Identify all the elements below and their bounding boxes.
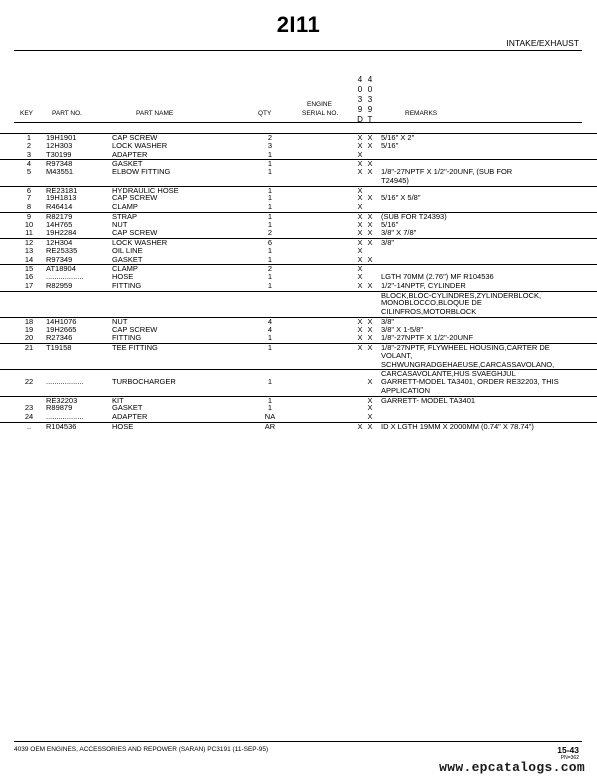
row-qty: 1 — [267, 202, 273, 211]
row-part-name: HOSE — [112, 421, 134, 431]
row-remarks: LGTH 70MM (2.76") MF R104536 — [381, 272, 494, 281]
row-part-name: FITTING — [112, 333, 142, 343]
row-qty: 1 — [267, 395, 273, 405]
table-row — [0, 413, 597, 421]
top-divider — [14, 50, 582, 51]
table-row — [0, 404, 597, 412]
row-qty: 1 — [267, 185, 273, 195]
table-row — [0, 334, 597, 342]
page-title: 2I11 — [276, 12, 321, 37]
table-row — [0, 387, 597, 395]
row-part-name: TEE FITTING — [112, 343, 158, 352]
row-qty: 1 — [267, 403, 273, 413]
row-part-no: 19H2284 — [46, 228, 77, 238]
row-mark-t: X — [367, 395, 373, 405]
row-key: 14 — [24, 254, 34, 264]
header-key: KEY — [20, 110, 34, 117]
table-row — [0, 177, 597, 185]
row-part-no: R97349 — [46, 254, 73, 264]
row-part-name: FITTING — [112, 280, 142, 290]
vertical-char: 4 — [367, 75, 373, 84]
table-row — [0, 256, 597, 264]
row-qty: 1 — [267, 272, 273, 281]
row-remarks: 5/16" X 5/8" — [381, 193, 421, 203]
vertical-column-d — [356, 75, 364, 125]
row-part-no: 19H1901 — [46, 133, 77, 142]
row-qty: 3 — [267, 140, 273, 150]
row-mark-t: X — [367, 133, 373, 142]
row-qty: 6 — [267, 238, 273, 247]
row-mark-d: X — [357, 324, 363, 334]
row-key: 17 — [24, 280, 34, 290]
row-part-name: CLAMP — [112, 202, 138, 211]
row-mark-t: X — [367, 333, 373, 343]
table-row — [0, 168, 597, 176]
row-qty: 4 — [267, 316, 273, 326]
row-mark-t: X — [367, 280, 373, 290]
row-qty: 4 — [267, 324, 273, 334]
row-part-name: KIT — [112, 395, 124, 405]
row-mark-t: X — [367, 159, 373, 169]
row-key: .. — [26, 421, 32, 431]
row-qty: 2 — [267, 264, 273, 274]
row-remarks: 3/8" X 7/8" — [381, 228, 417, 238]
row-mark-d: X — [357, 185, 363, 195]
table-row — [0, 273, 597, 281]
row-mark-t: X — [367, 228, 373, 238]
row-mark-t: X — [367, 403, 373, 413]
row-mark-d: X — [357, 272, 363, 281]
row-qty: 2 — [267, 228, 273, 238]
table-row — [0, 142, 597, 150]
row-key: 16 — [24, 272, 34, 281]
row-qty: NA — [264, 412, 276, 421]
header-divider — [14, 122, 582, 123]
table-row — [0, 151, 597, 159]
row-part-no: .................. — [46, 272, 84, 281]
row-part-no: .................. — [46, 377, 84, 386]
table-row — [0, 326, 597, 334]
header-engine: ENGINE — [307, 101, 332, 108]
row-key: 6 — [26, 185, 32, 195]
row-part-name: CAP SCREW — [112, 133, 158, 142]
row-remarks: 1/8"-27NPTF X 1/2"-20UNF — [381, 333, 474, 343]
row-remarks: 1/8"-27NPTF X 1/2"-20UNF, (SUB FOR — [381, 167, 513, 176]
row-part-no: R97348 — [46, 159, 73, 169]
header-remarks: REMARKS — [405, 110, 438, 117]
row-part-name: ADAPTER — [112, 412, 148, 421]
table-row — [0, 422, 597, 431]
row-remarks: 1/8"-27NPTF, FLYWHEEL HOUSING,CARTER DE — [381, 343, 550, 352]
header-serial-no: SERIAL NO. — [302, 110, 339, 117]
bottom-divider — [14, 741, 582, 742]
row-mark-d: X — [357, 140, 363, 150]
row-part-name: LOCK WASHER — [112, 238, 168, 247]
row-part-name: GASKET — [112, 159, 143, 169]
row-key: 8 — [26, 202, 32, 211]
table-row — [0, 194, 597, 202]
vertical-char: 4 — [357, 75, 363, 84]
row-remarks: APPLICATION — [381, 385, 431, 395]
row-part-no: RE23181 — [46, 185, 78, 195]
row-mark-d: X — [357, 202, 363, 211]
row-qty: 2 — [267, 133, 273, 142]
row-remarks: BLOCK,BLOC-CYLINDRES,ZYLINDERBLOCK, — [381, 290, 542, 300]
row-mark-d: X — [357, 280, 363, 290]
vertical-column-t — [366, 75, 374, 125]
row-key: 1 — [26, 133, 32, 142]
table-row — [0, 352, 597, 360]
row-part-no: R27346 — [46, 333, 73, 343]
row-part-no: 19H2665 — [46, 324, 77, 334]
row-mark-t: X — [367, 219, 373, 229]
row-key: 19 — [24, 324, 34, 334]
row-remarks: 5/16" — [381, 219, 399, 229]
row-part-no: 14H765 — [46, 219, 73, 229]
row-qty: 1 — [267, 333, 273, 343]
row-remarks: 3/8" — [381, 316, 395, 326]
row-remarks: (SUB FOR T24393) — [381, 211, 447, 221]
row-part-no: R46414 — [46, 202, 73, 211]
row-part-no: .................. — [46, 412, 84, 421]
watermark-link[interactable]: www.epcatalogs.com — [439, 760, 585, 775]
row-part-no: R82959 — [46, 280, 73, 290]
row-qty: 1 — [267, 219, 273, 229]
row-mark-t: X — [367, 193, 373, 203]
row-qty: 1 — [267, 254, 273, 264]
page-sub-number: PN=362 — [560, 755, 579, 761]
table-row — [0, 299, 597, 307]
row-remarks: VOLANT, — [381, 350, 413, 360]
header-qty: QTY — [258, 110, 272, 117]
row-qty: 1 — [267, 159, 273, 169]
row-part-no: M43551 — [46, 167, 74, 176]
row-mark-t: X — [367, 324, 373, 334]
row-mark-d: X — [357, 238, 363, 247]
row-key: 22 — [24, 377, 34, 386]
row-mark-d: X — [357, 228, 363, 238]
table-row — [0, 229, 597, 237]
page-number: 15-43 — [557, 745, 579, 755]
row-remarks: CILINFROS,MOTORBLOCK — [381, 307, 477, 316]
row-key: 21 — [24, 343, 34, 352]
row-part-no: T30199 — [46, 149, 72, 159]
row-qty: 1 — [267, 377, 273, 386]
row-key: 7 — [26, 193, 32, 203]
row-part-name: TURBOCHARGER — [112, 377, 176, 386]
row-remarks: GARRETT- MODEL TA3401 — [381, 395, 476, 405]
row-mark-d: X — [357, 316, 363, 326]
row-mark-t: X — [367, 421, 373, 431]
row-remarks: ID X LGTH 19MM X 2000MM (0.74" X 78.74") — [381, 421, 534, 431]
row-qty: 1 — [267, 245, 273, 255]
row-key: 11 — [25, 228, 33, 238]
row-remarks: GARRETT-MODEL TA3401, ORDER RE32203, THIS — [381, 377, 559, 386]
row-mark-d: X — [357, 219, 363, 229]
section-label: INTAKE/EXHAUST — [506, 38, 579, 48]
row-key: 10 — [24, 219, 34, 229]
row-key: 18 — [24, 316, 34, 326]
row-mark-t: X — [367, 412, 373, 421]
table-row — [0, 247, 597, 255]
vertical-char: 3 — [367, 95, 373, 104]
row-part-no: 12H303 — [46, 140, 73, 150]
table-row — [0, 378, 597, 386]
row-part-no: T19158 — [46, 343, 72, 352]
row-qty: 1 — [267, 211, 273, 221]
row-mark-d: X — [357, 333, 363, 343]
vertical-char: 0 — [357, 85, 363, 94]
row-part-name: NUT — [112, 219, 128, 229]
row-qty: 1 — [267, 343, 273, 352]
row-remarks: SCHWUNGRADGEHAEUSE,CARCASSAVOLANO, — [381, 359, 555, 369]
row-mark-d: X — [357, 193, 363, 203]
row-qty: 1 — [267, 280, 273, 290]
row-remarks: 3/8" — [381, 238, 395, 247]
vertical-char: 9 — [357, 105, 363, 114]
row-remarks: T24945) — [381, 175, 409, 185]
header-part-no: PART NO. — [52, 110, 82, 117]
row-part-name: CAP SCREW — [112, 193, 158, 203]
table-row — [0, 221, 597, 229]
row-part-name: CAP SCREW — [112, 228, 158, 238]
row-part-name: HYDRAULIC HOSE — [112, 185, 179, 195]
row-part-name: CLAMP — [112, 264, 138, 274]
row-part-name: LOCK WASHER — [112, 140, 168, 150]
row-key: 2 — [26, 140, 32, 150]
row-remarks: 3/8" X 1-5/8" — [381, 324, 424, 334]
row-part-name: GASKET — [112, 403, 143, 413]
row-remarks: 5/16" X 2" — [381, 133, 415, 142]
row-part-no: AT18904 — [46, 264, 76, 274]
row-mark-t: X — [367, 254, 373, 264]
row-part-no: RE32203 — [46, 395, 78, 405]
row-part-name: STRAP — [112, 211, 138, 221]
row-part-no: 12H304 — [46, 238, 73, 247]
row-key: 9 — [26, 211, 32, 221]
row-mark-d: X — [357, 211, 363, 221]
row-mark-t: X — [367, 211, 373, 221]
row-qty: AR — [264, 421, 276, 431]
row-key: 15 — [24, 264, 34, 274]
row-key: 5 — [26, 167, 32, 176]
row-mark-t: X — [367, 238, 373, 247]
row-mark-t: X — [367, 140, 373, 150]
row-part-name: GASKET — [112, 254, 143, 264]
row-part-name: NUT — [112, 316, 128, 326]
row-part-name: HOSE — [112, 272, 134, 281]
row-key: 24 — [24, 412, 34, 421]
vertical-char: 9 — [367, 105, 373, 114]
row-key: 20 — [24, 333, 34, 343]
row-remarks: 5/16" — [381, 140, 399, 150]
row-mark-d: X — [357, 159, 363, 169]
row-remarks: CARCASAVOLANTE,HUS SVAEGHJUL — [381, 369, 516, 379]
row-key: 13 — [24, 245, 34, 255]
row-part-no: R82179 — [46, 211, 73, 221]
row-mark-t: X — [367, 316, 373, 326]
row-key: 3 — [26, 149, 32, 159]
row-part-name: ADAPTER — [112, 149, 148, 159]
vertical-char: 3 — [357, 95, 363, 104]
row-part-no: R89879 — [46, 403, 73, 413]
row-part-name: CAP SCREW — [112, 324, 158, 334]
row-key: 4 — [26, 159, 32, 169]
row-mark-t: X — [367, 343, 373, 352]
row-part-name: OIL LINE — [112, 245, 143, 255]
row-mark-d: X — [357, 133, 363, 142]
row-mark-d: X — [357, 245, 363, 255]
table-row — [0, 203, 597, 211]
row-qty: 1 — [267, 149, 273, 159]
row-mark-t: X — [367, 377, 373, 386]
row-mark-d: X — [357, 343, 363, 352]
row-mark-d: X — [357, 167, 363, 176]
vertical-char: T — [367, 115, 373, 124]
header-part-name: PART NAME — [136, 110, 174, 117]
row-key: 12 — [24, 238, 34, 247]
table-row — [0, 282, 597, 290]
row-qty: 1 — [267, 167, 273, 176]
row-mark-d: X — [357, 254, 363, 264]
vertical-char: D — [357, 115, 363, 124]
row-mark-d: X — [357, 149, 363, 159]
table-row — [0, 308, 597, 316]
row-remarks: 1/2"-14NPTF, CYLINDER — [381, 280, 466, 290]
row-mark-t: X — [367, 167, 373, 176]
row-part-no: RE25335 — [46, 245, 78, 255]
row-key: 23 — [24, 403, 34, 413]
row-qty: 1 — [267, 193, 273, 203]
row-mark-d: X — [357, 264, 363, 274]
row-remarks: MONOBLOCCO,BLOQUE DE — [381, 298, 482, 308]
footer-catalog-info: 4039 OEM ENGINES, ACCESSORIES AND REPOWER (SARAN) PC3191 (11-SEP-95) — [14, 746, 269, 753]
row-part-no: 14H1076 — [46, 316, 77, 326]
row-part-name: ELBOW FITTING — [112, 167, 171, 176]
row-part-no: R104536 — [46, 421, 77, 431]
table-row — [0, 361, 597, 369]
row-mark-d: X — [357, 421, 363, 431]
vertical-char: 0 — [367, 85, 373, 94]
row-part-no: 19H1813 — [46, 193, 77, 203]
